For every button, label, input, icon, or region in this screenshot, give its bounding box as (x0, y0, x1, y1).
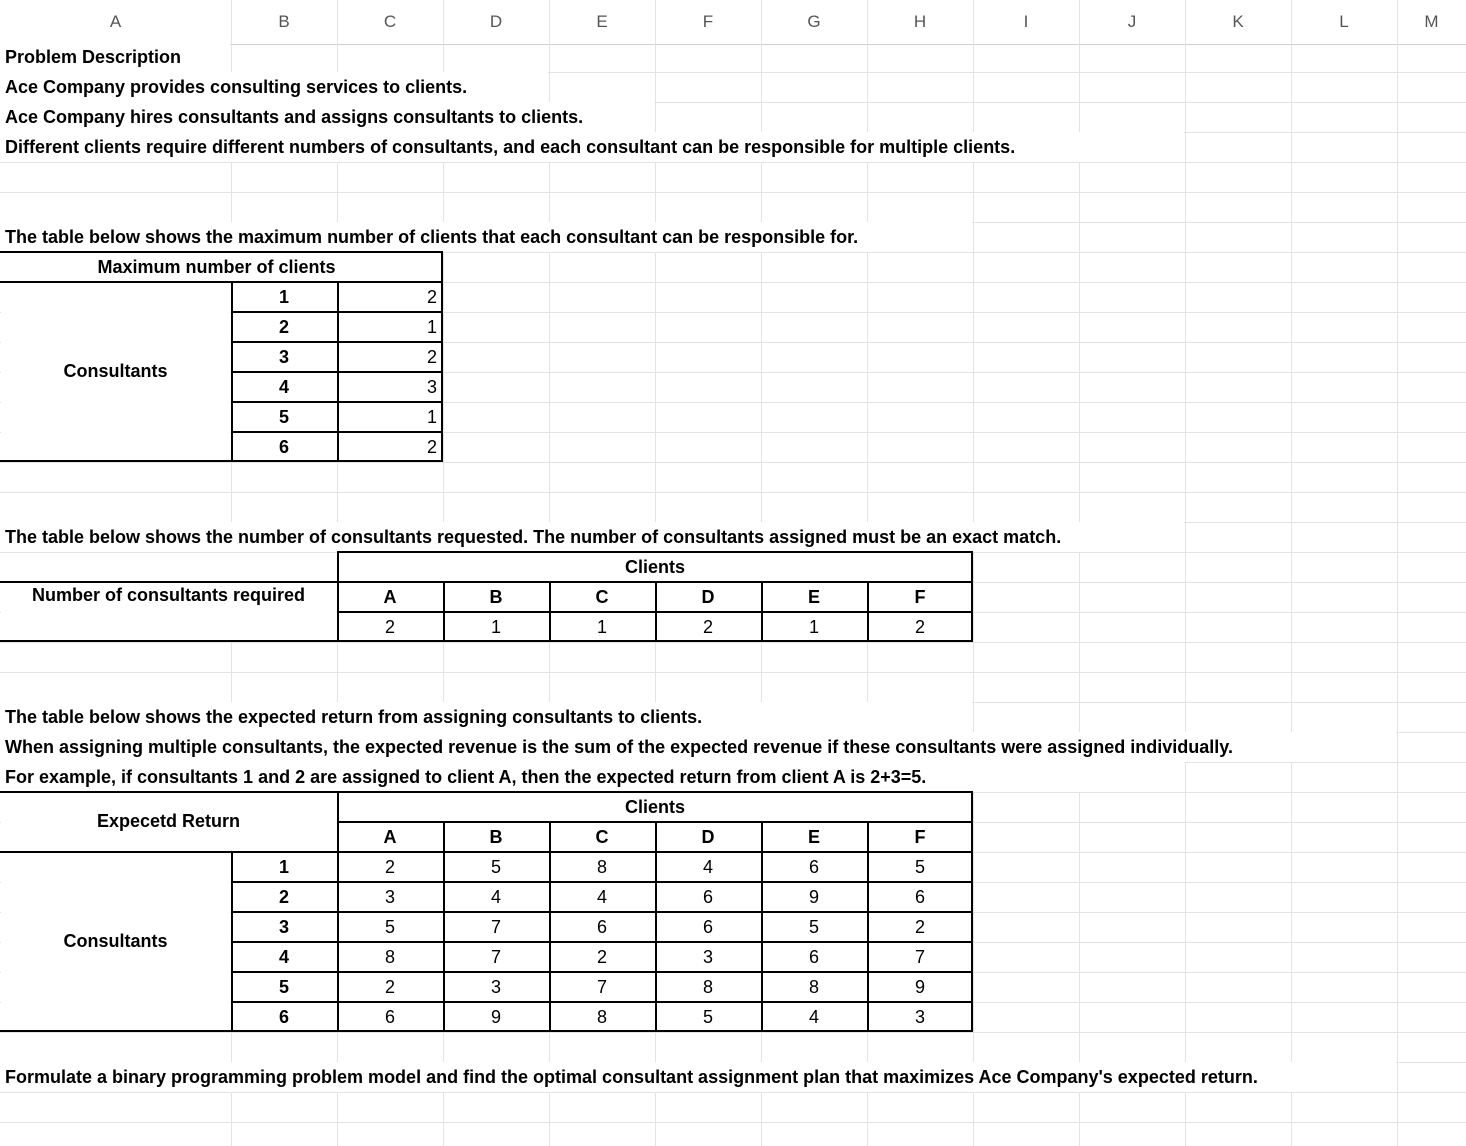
required-value-e[interactable]: 1 (808, 616, 819, 637)
required-client-f[interactable]: F (914, 586, 926, 607)
returns-consultant-5[interactable]: 5 (278, 977, 289, 997)
table-border-line (0, 791, 973, 793)
returns-client-c[interactable]: C (595, 826, 609, 847)
table-border-line (971, 551, 973, 642)
problem-heading[interactable]: Problem Description (0, 42, 230, 72)
grid-column-line (1079, 0, 1080, 1146)
max-clients-consultant-2[interactable]: 2 (278, 317, 289, 337)
table-border-line (337, 791, 339, 1032)
returns-row-label[interactable]: Consultants (1, 853, 230, 1030)
column-header-b[interactable]: B (231, 0, 337, 44)
returns-intro-1[interactable]: The table below shows the expected return from assigning consultants to clients. (0, 702, 972, 732)
returns-intro-2[interactable]: When assigning multiple consultants, the expected revenue is the sum of the expected revenue if these consultants were assigned individually. (0, 732, 1396, 762)
column-header-f[interactable]: F (655, 0, 761, 44)
returns-consultant-4[interactable]: 4 (278, 947, 289, 967)
returns-intro-3[interactable]: For example, if consultants 1 and 2 are assigned to client A, then the expected return from client A is 2+3=5. (0, 762, 1184, 792)
returns-client-e[interactable]: E (807, 826, 820, 847)
table-border-line (231, 911, 973, 913)
required-value-a[interactable]: 2 (384, 616, 395, 637)
max-clients-value-3[interactable]: 2 (426, 347, 437, 367)
intro-line-3[interactable]: Different clients require different numbers of consultants, and each consultant can be responsible for multiple clients. (0, 132, 1184, 162)
grid-column-line (973, 0, 974, 1146)
max-clients-row-label[interactable]: Consultants (1, 283, 230, 460)
table-border-line (0, 1030, 973, 1032)
column-header-g[interactable]: G (761, 0, 867, 44)
return-value-5-b[interactable]: 3 (490, 977, 501, 997)
max-clients-value-2[interactable]: 1 (426, 317, 437, 337)
column-header-m[interactable]: M (1397, 0, 1466, 44)
required-value-d[interactable]: 2 (702, 616, 713, 637)
returns-client-f[interactable]: F (914, 826, 926, 847)
required-value-f[interactable]: 2 (914, 616, 925, 637)
return-value-1-b[interactable]: 5 (490, 857, 501, 877)
returns-clients-header[interactable]: Clients (338, 793, 972, 821)
required-client-d[interactable]: D (701, 586, 715, 607)
returns-consultant-6[interactable]: 6 (278, 1007, 289, 1027)
return-value-3-b[interactable]: 7 (490, 917, 501, 937)
table-border-line (971, 791, 973, 1032)
grid-row-line (0, 1032, 1466, 1033)
grid-column-line (1397, 0, 1398, 1146)
max-clients-intro[interactable]: The table below shows the maximum number of clients that each consultant can be responsible for. (0, 222, 972, 252)
return-value-4-b[interactable]: 7 (490, 947, 501, 967)
table-border-line (231, 851, 233, 1032)
table-border-line (0, 581, 973, 583)
return-value-2-b[interactable]: 4 (490, 887, 501, 907)
grid-row-line (0, 1122, 1466, 1123)
return-value-2-a[interactable]: 3 (384, 887, 395, 907)
returns-consultant-3[interactable]: 3 (278, 917, 289, 937)
returns-client-b[interactable]: B (489, 826, 503, 847)
return-value-3-d[interactable]: 6 (702, 917, 713, 937)
column-header-h[interactable]: H (867, 0, 973, 44)
required-client-c[interactable]: C (595, 586, 609, 607)
required-label[interactable]: Number of consultants required (1, 553, 336, 640)
returns-consultant-2[interactable]: 2 (278, 887, 289, 907)
grid-row-line (0, 642, 1466, 643)
table-border-line (549, 821, 551, 1032)
table-border-line (337, 281, 339, 462)
grid-row-line (0, 1092, 1466, 1093)
return-value-1-f[interactable]: 5 (914, 857, 925, 877)
grid-row-line (0, 492, 1466, 493)
table-border-line (231, 881, 973, 883)
return-value-4-c[interactable]: 2 (596, 947, 607, 967)
return-value-4-d[interactable]: 3 (702, 947, 713, 967)
table-border-line (337, 551, 973, 553)
max-clients-consultant-1[interactable]: 1 (278, 287, 289, 307)
required-value-c[interactable]: 1 (596, 616, 607, 637)
max-clients-title[interactable]: Maximum number of clients (1, 253, 442, 281)
column-header-l[interactable]: L (1291, 0, 1397, 44)
table-border-line (231, 281, 233, 462)
table-border-line (443, 821, 445, 1032)
returns-title[interactable]: Expecetd Return (1, 793, 336, 850)
return-value-4-f[interactable]: 7 (914, 947, 925, 967)
return-value-5-f[interactable]: 9 (914, 977, 925, 997)
column-header-k[interactable]: K (1185, 0, 1291, 44)
grid-column-line (1291, 0, 1292, 1146)
return-value-5-d[interactable]: 8 (702, 977, 713, 997)
table-border-line (0, 460, 443, 462)
return-value-6-c[interactable]: 8 (596, 1007, 607, 1027)
grid-row-line (0, 672, 1466, 673)
return-value-6-f[interactable]: 3 (914, 1007, 925, 1027)
table-border-line (0, 851, 973, 853)
max-clients-value-5[interactable]: 1 (426, 407, 437, 427)
return-value-4-a[interactable]: 8 (384, 947, 395, 967)
table-border-line (867, 821, 869, 1032)
returns-client-a[interactable]: A (383, 826, 397, 847)
grid-row-line (0, 162, 1466, 163)
table-border-line (0, 281, 443, 283)
column-header-i[interactable]: I (973, 0, 1079, 44)
table-border-line (231, 941, 973, 943)
table-border-line (0, 640, 973, 642)
intro-line-1[interactable]: Ace Company provides consulting services to clients. (0, 72, 548, 102)
required-client-a[interactable]: A (383, 586, 397, 607)
return-value-1-a[interactable]: 2 (384, 857, 395, 877)
return-value-6-b[interactable]: 9 (490, 1007, 501, 1027)
table-border-line (655, 581, 657, 642)
table-border-line (549, 581, 551, 642)
max-clients-value-1[interactable]: 2 (426, 287, 437, 307)
intro-line-2[interactable]: Ace Company hires consultants and assigns consultants to clients. (0, 102, 654, 132)
return-value-3-a[interactable]: 5 (384, 917, 395, 937)
return-value-3-f[interactable]: 2 (914, 917, 925, 937)
return-value-4-e[interactable]: 6 (808, 947, 819, 967)
return-value-6-a[interactable]: 6 (384, 1007, 395, 1027)
return-value-1-e[interactable]: 6 (808, 857, 819, 877)
required-intro[interactable]: The table below shows the number of consultants requested. The number of consultants assigned must be an exact match. (0, 522, 1184, 552)
return-value-5-c[interactable]: 7 (596, 977, 607, 997)
return-value-6-e[interactable]: 4 (808, 1007, 819, 1027)
column-header-d[interactable]: D (443, 0, 549, 44)
closing-instruction[interactable]: Formulate a binary programming problem model and find the optimal consultant assignment plan that maximizes Ace Company's expected return. (0, 1062, 1396, 1092)
table-border-line (231, 1001, 973, 1003)
return-value-3-e[interactable]: 5 (808, 917, 819, 937)
return-value-1-c[interactable]: 8 (596, 857, 607, 877)
required-value-b[interactable]: 1 (490, 616, 501, 637)
return-value-1-d[interactable]: 4 (702, 857, 713, 877)
table-border-line (441, 251, 443, 462)
returns-client-d[interactable]: D (701, 826, 715, 847)
return-value-3-c[interactable]: 6 (596, 917, 607, 937)
required-client-b[interactable]: B (489, 586, 503, 607)
table-border-line (337, 551, 339, 642)
max-clients-consultant-5[interactable]: 5 (278, 407, 289, 427)
max-clients-value-4[interactable]: 3 (426, 377, 437, 397)
max-clients-value-6[interactable]: 2 (426, 437, 437, 457)
max-clients-consultant-4[interactable]: 4 (278, 377, 289, 397)
column-header-a[interactable]: A (0, 0, 231, 44)
max-clients-consultant-6[interactable]: 6 (278, 437, 289, 457)
table-border-line (231, 971, 973, 973)
table-border-line (655, 821, 657, 1032)
table-border-line (443, 581, 445, 642)
table-border-line (761, 821, 763, 1032)
table-border-line (867, 581, 869, 642)
return-value-2-f[interactable]: 6 (914, 887, 925, 907)
table-border-line (761, 581, 763, 642)
column-header-e[interactable]: E (549, 0, 655, 44)
required-client-e[interactable]: E (807, 586, 820, 607)
grid-column-line (1185, 0, 1186, 1146)
return-value-5-e[interactable]: 8 (808, 977, 819, 997)
returns-consultant-1[interactable]: 1 (278, 857, 289, 877)
table-border-line (0, 251, 443, 253)
column-header-c[interactable]: C (337, 0, 443, 44)
column-header-j[interactable]: J (1079, 0, 1185, 44)
max-clients-consultant-3[interactable]: 3 (278, 347, 289, 367)
return-value-2-d[interactable]: 6 (702, 887, 713, 907)
return-value-2-c[interactable]: 4 (596, 887, 607, 907)
grid-row-line (0, 192, 1466, 193)
return-value-6-d[interactable]: 5 (702, 1007, 713, 1027)
return-value-5-a[interactable]: 2 (384, 977, 395, 997)
required-clients-header[interactable]: Clients (338, 553, 972, 581)
return-value-2-e[interactable]: 9 (808, 887, 819, 907)
grid-row-line (0, 462, 1466, 463)
